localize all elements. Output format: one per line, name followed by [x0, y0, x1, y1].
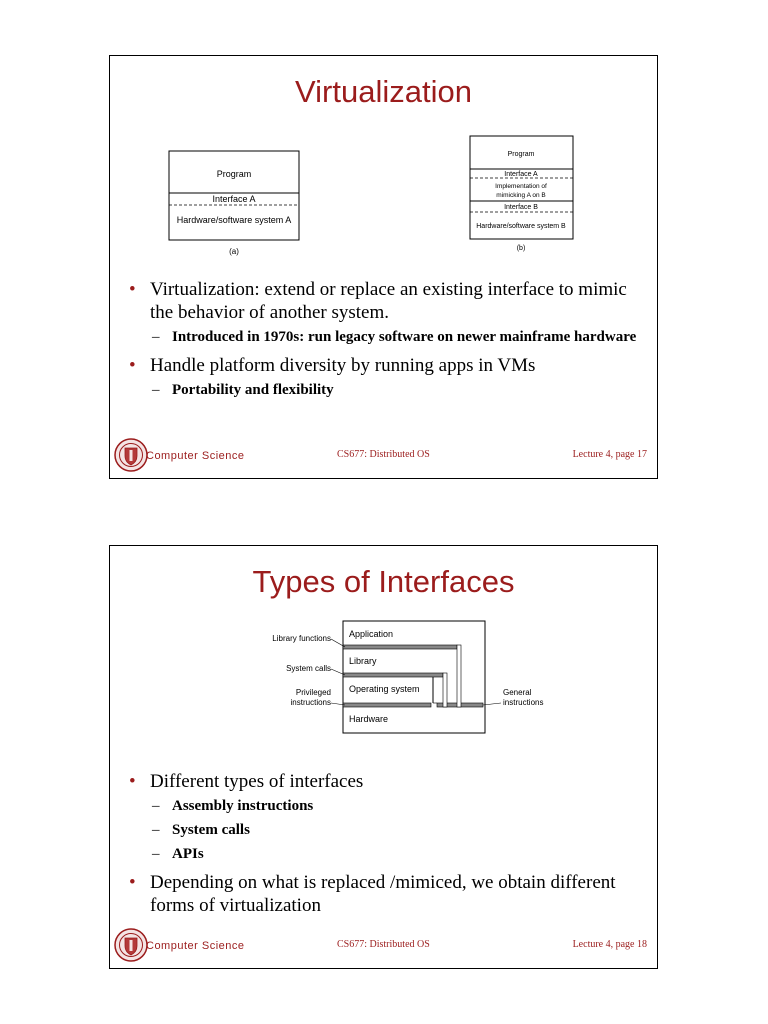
caption-b: (b)	[516, 245, 526, 252]
bullet-item: • Depending on what is replaced /mimiced, we obtain different forms of virtualization	[122, 871, 647, 917]
program-label: Program	[507, 151, 535, 158]
slide-footer	[110, 434, 657, 478]
caption-a: (a)	[229, 247, 239, 256]
application-label: Application	[349, 629, 394, 639]
general-label-line2: instructions	[503, 698, 544, 707]
hardware-label: Hardware	[349, 714, 389, 724]
interface-a-label: Interface A	[504, 171, 538, 178]
page-number: Lecture 4, page 18	[572, 939, 647, 950]
interface-a-label: Interface A	[212, 194, 256, 204]
privileged-label-line2: instructions	[290, 698, 331, 707]
bullet-list	[122, 272, 647, 401]
bullet-item: • Different types of interfaces	[122, 770, 647, 793]
general-label-line1: General	[503, 688, 532, 697]
bullet-item: • Virtualization: extend or replace an existing interface to mimic the behavior of another system.	[122, 278, 647, 324]
program-label: Program	[216, 169, 252, 179]
implementation-label-line1: Implementation of	[495, 183, 547, 190]
sub-bullet-item: – Portability and flexibility	[152, 382, 334, 398]
library-functions-label: Library functions	[272, 634, 331, 643]
interfaces-diagram	[245, 618, 555, 740]
virtualization-diagram-a	[168, 150, 302, 258]
implementation-label-line2: mimicking A on B	[496, 192, 546, 199]
virtualization-diagram-b	[469, 135, 577, 255]
slide-types-of-interfaces	[109, 545, 658, 969]
slide-title: Types of Interfaces	[252, 564, 515, 599]
department-label: Computer Science	[146, 940, 245, 952]
university-seal-logo	[114, 438, 148, 472]
sub-bullet-item: – Assembly instructions	[152, 798, 314, 814]
privileged-label-line1: Privileged	[295, 688, 331, 697]
university-seal-logo	[114, 928, 148, 962]
course-label: CS677: Distributed OS	[337, 939, 430, 950]
slide-title: Virtualization	[295, 74, 472, 109]
bullet-list	[122, 764, 647, 917]
interface-b-label: Interface B	[504, 204, 538, 211]
system-calls-label: System calls	[286, 664, 331, 673]
sub-bullet-item: – System calls	[152, 822, 250, 838]
slide-footer	[110, 924, 657, 968]
operating-system-label: Operating system	[349, 684, 420, 694]
course-label: CS677: Distributed OS	[337, 449, 430, 460]
sub-bullet-item: – Introduced in 1970s: run legacy software on newer mainframe hardware	[152, 329, 637, 345]
slide-virtualization	[109, 55, 658, 479]
system-a-label: Hardware/software system A	[176, 215, 292, 225]
sub-bullet-item: – APIs	[152, 846, 204, 862]
page-number: Lecture 4, page 17	[572, 449, 647, 460]
library-label: Library	[349, 656, 377, 666]
bullet-item: • Handle platform diversity by running apps in VMs	[122, 354, 647, 377]
department-label: Computer Science	[146, 450, 245, 462]
system-b-label: Hardware/software system B	[476, 223, 566, 230]
